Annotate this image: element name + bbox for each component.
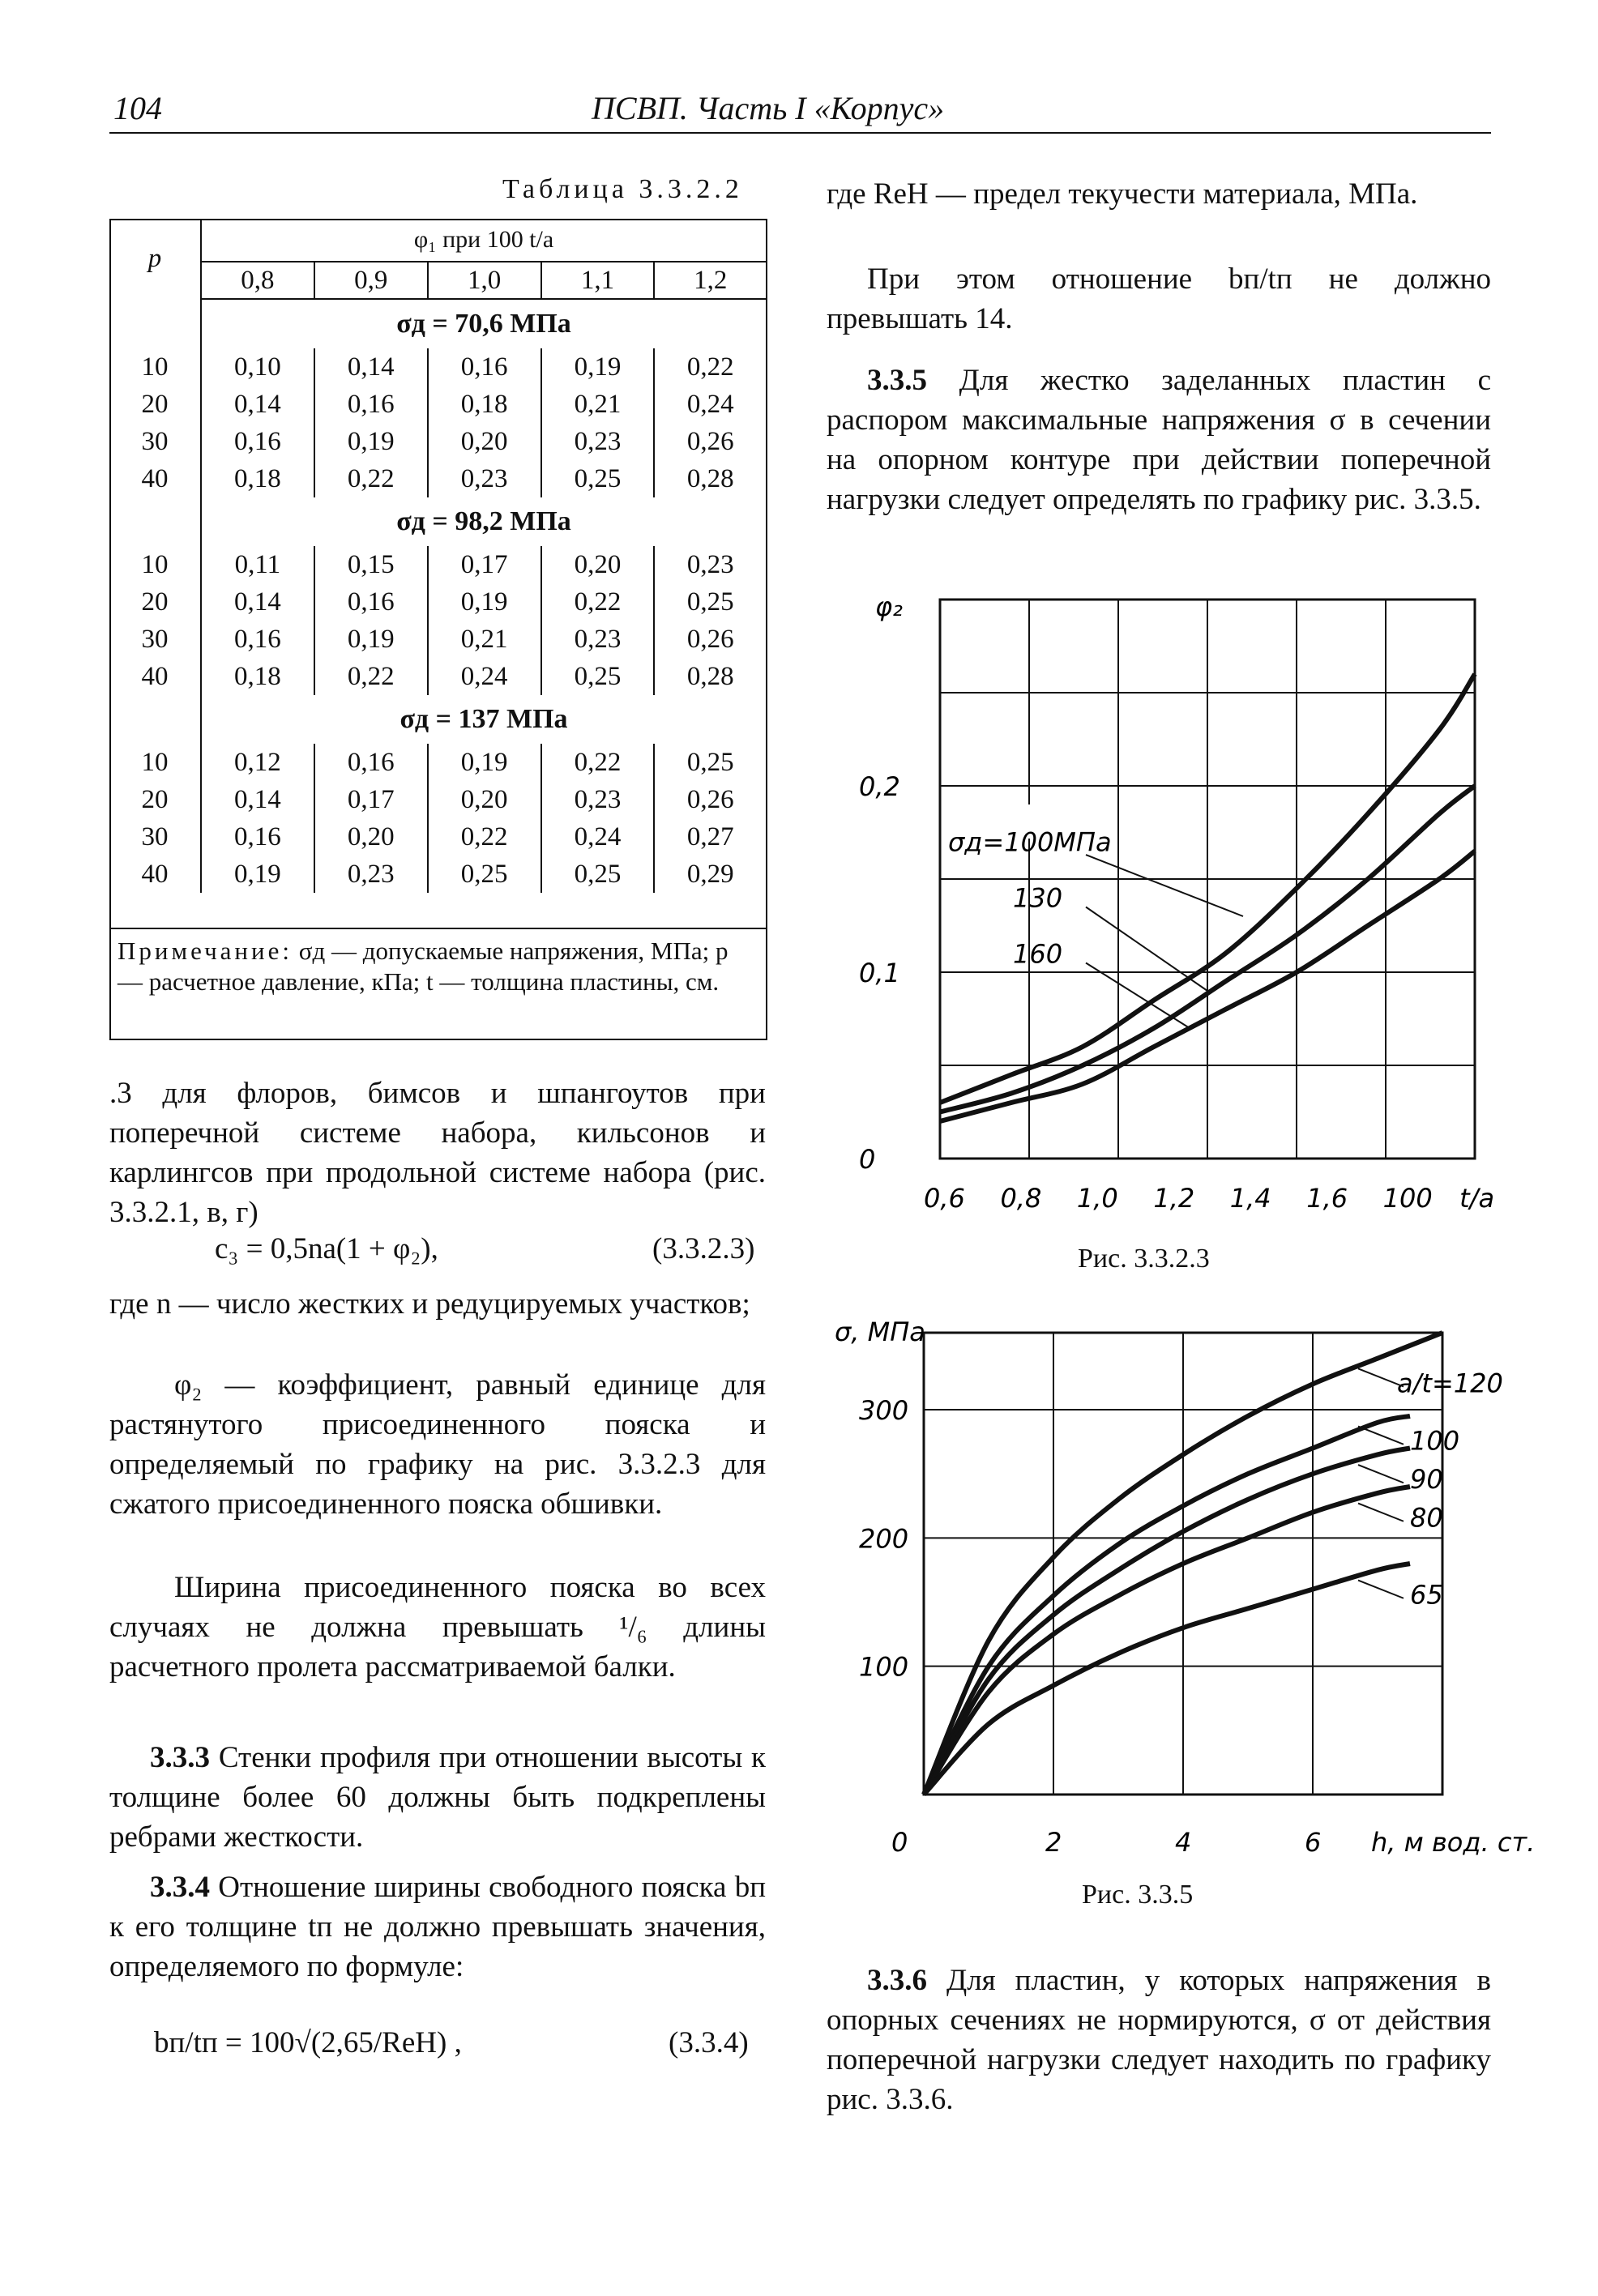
x-tick-label: 1,2 [1153, 1183, 1195, 1214]
para-3-3-4 [109, 1867, 766, 1987]
table-cell-pressure: 20 [109, 386, 201, 423]
table-cell-pressure: 40 [109, 856, 201, 893]
table-cell-value: 0,17 [314, 781, 428, 818]
table-row [109, 781, 766, 818]
data-table [109, 219, 766, 893]
table-row [109, 621, 766, 658]
page-number: 104 [113, 90, 162, 126]
table-cell-value: 0,19 [314, 621, 428, 658]
table-row [109, 818, 766, 856]
header-rule [109, 132, 1491, 134]
table-cell-pressure: 40 [109, 460, 201, 497]
x-tick-label: 0,8 [1000, 1183, 1042, 1214]
table-cell-value: 0,26 [686, 426, 734, 456]
leader-line [1086, 855, 1243, 916]
series-label: 100 [1410, 1425, 1460, 1457]
chart-phi2 [827, 583, 1495, 1223]
para-3-3-3-number: 3.3.3 [150, 1741, 210, 1774]
table-row [109, 856, 766, 893]
table-cell-value: 0,14 [201, 583, 314, 621]
y-tick-label: 0 [859, 1144, 876, 1175]
series-line [924, 1449, 1410, 1795]
x-tick-label: 1,0 [1076, 1183, 1118, 1214]
table-cell-value: 0,23 [541, 621, 655, 658]
table-cell-value: 0,29 [686, 859, 734, 889]
para-floors [109, 1073, 766, 1232]
table-section-label: σд = 70,6 МПа [396, 309, 571, 339]
para-3-3-4-text: Отношение ширины свободного пояска bп к его толщине tп не должно превышать значения, определяемого по формуле: [109, 1871, 766, 1983]
para-reh-def: где ReH — предел текучести материала, МПа. [827, 177, 1418, 211]
table-cell-value: 0,23 [541, 423, 655, 460]
para-3-3-6 [827, 1961, 1491, 2119]
table-cell-value: 0,20 [314, 818, 428, 856]
table-cell-value: 0,25 [541, 856, 655, 893]
table-cell-pressure: 20 [109, 583, 201, 621]
leader-line [1086, 907, 1207, 992]
para-floors-text: .3 для флоров, бимсов и шпангоутов при поперечной системе набора, кильсонов и карлингсов при продольной системе набора (рис. 3.3.2.1, в, г) [109, 1077, 766, 1229]
table-cell-value: 0,15 [314, 546, 428, 583]
para-3-3-4-number: 3.3.4 [150, 1871, 210, 1904]
table-cell-value: 0,23 [428, 460, 541, 497]
table-cell-value: 0,25 [428, 856, 541, 893]
series-label: 90 [1410, 1464, 1443, 1496]
table-cell-value: 0,18 [201, 658, 314, 695]
table-cell-value: 0,28 [686, 463, 734, 493]
leader-line [1358, 1581, 1404, 1598]
leader-line [1358, 1427, 1404, 1445]
table-section-label: σд = 98,2 МПа [396, 506, 571, 536]
para-3-3-3-text: Стенки профиля при отношении высоты к толщине более 60 должны быть подкреплены ребрами жесткости. [109, 1741, 767, 1854]
fig-caption-3-3-2-3: Рис. 3.3.2.3 [1078, 1244, 1210, 1274]
table-cell-value: 0,21 [541, 386, 655, 423]
x-tick-label: 0,6 [924, 1183, 965, 1214]
note-text: σд — допускаемые напряжения, МПа; p — расчетное давление, кПа; t — толщина пластины, см. [118, 937, 728, 996]
table-cell-value: 0,10 [201, 348, 314, 386]
para-width-limit: Ширина присоединенного пояска во всех случаях не должна превышать ¹/₆ длины расчетного пролета рассматриваемой балки. [109, 1571, 766, 1684]
para-3-3-6-text: Для пластин, у которых напряжения в опорных сечениях не нормируются, σ от действия поперечной нагрузки следует находить по графику рис. 3.3.6. [827, 1964, 1491, 2116]
table-cell-value: 0,18 [428, 386, 541, 423]
formula-bt-number: (3.3.4) [669, 2026, 749, 2059]
series-label: a/t=120 [1397, 1368, 1503, 1399]
x-tick-label: t/a [1459, 1183, 1495, 1214]
table-cell-value: 0,22 [428, 818, 541, 856]
table-cell-pressure: 30 [109, 621, 201, 658]
series-label: 80 [1410, 1502, 1443, 1534]
table-cell-value: 0,23 [314, 856, 428, 893]
table-cell-value: 0,16 [314, 744, 428, 781]
table-header-p: p [109, 219, 201, 299]
table-cell-value: 0,22 [314, 658, 428, 695]
x-tick-label: 6 [1305, 1827, 1322, 1858]
table-section-label: σд = 137 МПа [400, 704, 568, 734]
chart-sigma [827, 1304, 1536, 1871]
y-tick-label: 0,2 [859, 771, 900, 802]
para-phi2-def: φ₂ — коэффициент, равный единице для растянутого присоединенного пояска и определяемый по графику на рис. 3.3.2.3 для сжатого присоединенного пояска обшивки. [109, 1368, 766, 1521]
table-cell-value: 0,16 [314, 386, 428, 423]
table-cell-pressure: 30 [109, 423, 201, 460]
table-col-header: 1,0 [428, 262, 541, 299]
table-cell-value: 0,16 [314, 583, 428, 621]
x-tick-label: 2 [1045, 1827, 1062, 1858]
table-cell-pressure: 30 [109, 818, 201, 856]
table-cell-value: 0,21 [428, 621, 541, 658]
fig-caption-3-3-5: Рис. 3.3.5 [1082, 1880, 1194, 1910]
table-col-header: 1,2 [654, 262, 766, 299]
table-cell-value: 0,14 [201, 781, 314, 818]
formula-c3: c₃ = 0,5na(1 + φ₂), [215, 1232, 438, 1265]
leader-line [1358, 1465, 1404, 1483]
y-tick-label: 100 [859, 1651, 909, 1683]
table-cell-value: 0,22 [541, 583, 655, 621]
table-cell-pressure: 10 [109, 546, 201, 583]
series-line [924, 1487, 1410, 1795]
table-row [109, 744, 766, 781]
table-cell-value: 0,16 [201, 818, 314, 856]
table-cell-pressure: 40 [109, 658, 201, 695]
para-n-def: где n — число жестких и редуцируемых участков; [109, 1287, 750, 1321]
table-cell-value: 0,16 [428, 348, 541, 386]
table-row [109, 546, 766, 583]
table-cell-value: 0,25 [686, 587, 734, 617]
series-label: 65 [1410, 1579, 1443, 1611]
table-cell-value: 0,20 [428, 423, 541, 460]
table-cell-value: 0,19 [428, 583, 541, 621]
para-3-3-6-number: 3.3.6 [867, 1964, 927, 1997]
table-cell-value: 0,28 [686, 661, 734, 691]
table-cell-value: 0,27 [686, 822, 734, 851]
table-cell-value: 0,22 [541, 744, 655, 781]
series-label: 130 [1013, 882, 1063, 914]
table-cell-value: 0,11 [201, 546, 314, 583]
table-row [109, 460, 766, 497]
table-cell-value: 0,19 [314, 423, 428, 460]
x-tick-label: 0 [891, 1827, 908, 1858]
table-cell-value: 0,20 [428, 781, 541, 818]
y-tick-label: 200 [859, 1523, 909, 1555]
table-cell-value: 0,25 [686, 747, 734, 777]
table-cell-pressure: 20 [109, 781, 201, 818]
y-tick-label: 300 [859, 1395, 909, 1426]
formula-c3-number: (3.3.2.3) [652, 1232, 755, 1265]
table-col-header: 0,8 [201, 262, 314, 299]
table-caption: Таблица 3.3.2.2 [502, 174, 743, 204]
table-cell-value: 0,20 [541, 546, 655, 583]
y-tick-label: 0,1 [859, 958, 900, 988]
para-ratio-limit: При этом отношение bп/tп не должно превышать 14. [827, 262, 1491, 335]
table-cell-value: 0,19 [428, 744, 541, 781]
note-label: Примечание: [118, 937, 293, 965]
running-title: ПСВП. Часть I «Корпус» [592, 90, 945, 126]
table-cell-value: 0,24 [428, 658, 541, 695]
table-cell-value: 0,25 [541, 658, 655, 695]
table-cell-pressure: 10 [109, 744, 201, 781]
table-cell-value: 0,24 [541, 818, 655, 856]
table-cell-value: 0,26 [686, 784, 734, 814]
series-label: 160 [1013, 938, 1063, 970]
table-cell-value: 0,26 [686, 624, 734, 654]
table-row [109, 348, 766, 386]
table-header-group: φ₁ при 100 t/a [413, 226, 554, 253]
table-row [109, 658, 766, 695]
para-3-3-3 [109, 1738, 766, 1857]
table-cell-value: 0,14 [314, 348, 428, 386]
x-tick-label: 1,4 [1229, 1183, 1271, 1214]
table-cell-value: 0,22 [314, 460, 428, 497]
table-cell-value: 0,16 [201, 423, 314, 460]
x-axis-label: h, м вод. ст. [1371, 1827, 1536, 1858]
table-row [109, 386, 766, 423]
table-cell-value: 0,22 [686, 352, 734, 382]
x-tick-label: 4 [1175, 1827, 1192, 1858]
series-label: σд=100МПа [948, 826, 1112, 858]
x-tick-label: 1,6 [1306, 1183, 1348, 1214]
table-cell-value: 0,25 [541, 460, 655, 497]
table-cell-value: 0,12 [201, 744, 314, 781]
para-3-3-5 [827, 361, 1491, 519]
para-3-3-5-text: Для жестко заделанных пластин с распором максимальные напряжения σ в сечении на опорном контуре при действии поперечной нагрузки следует определять по графику рис. 3.3.5. [827, 364, 1492, 516]
table-cell-value: 0,24 [686, 389, 734, 419]
para-3-3-5-number: 3.3.5 [867, 364, 927, 397]
table-cell-value: 0,23 [686, 549, 734, 579]
series-line [924, 1416, 1410, 1795]
table-cell-value: 0,17 [428, 546, 541, 583]
table-row [109, 583, 766, 621]
table-row [109, 423, 766, 460]
table-cell-value: 0,19 [541, 348, 655, 386]
table-col-header: 0,9 [314, 262, 428, 299]
table-note [109, 928, 766, 1004]
table-cell-value: 0,16 [201, 621, 314, 658]
table-cell-value: 0,18 [201, 460, 314, 497]
table-col-header: 1,1 [541, 262, 655, 299]
leader-line [1358, 1504, 1404, 1521]
table-cell-value: 0,14 [201, 386, 314, 423]
table-cell-value: 0,23 [541, 781, 655, 818]
formula-bt: bп/tп = 100√(2,65/ReH) , [154, 2026, 462, 2059]
table-cell-value: 0,19 [201, 856, 314, 893]
y-axis-label: σ, МПа [835, 1317, 925, 1347]
table-cell-pressure: 10 [109, 348, 201, 386]
y-axis-label: φ₂ [875, 591, 903, 622]
x-tick-label: 100 [1382, 1183, 1433, 1214]
